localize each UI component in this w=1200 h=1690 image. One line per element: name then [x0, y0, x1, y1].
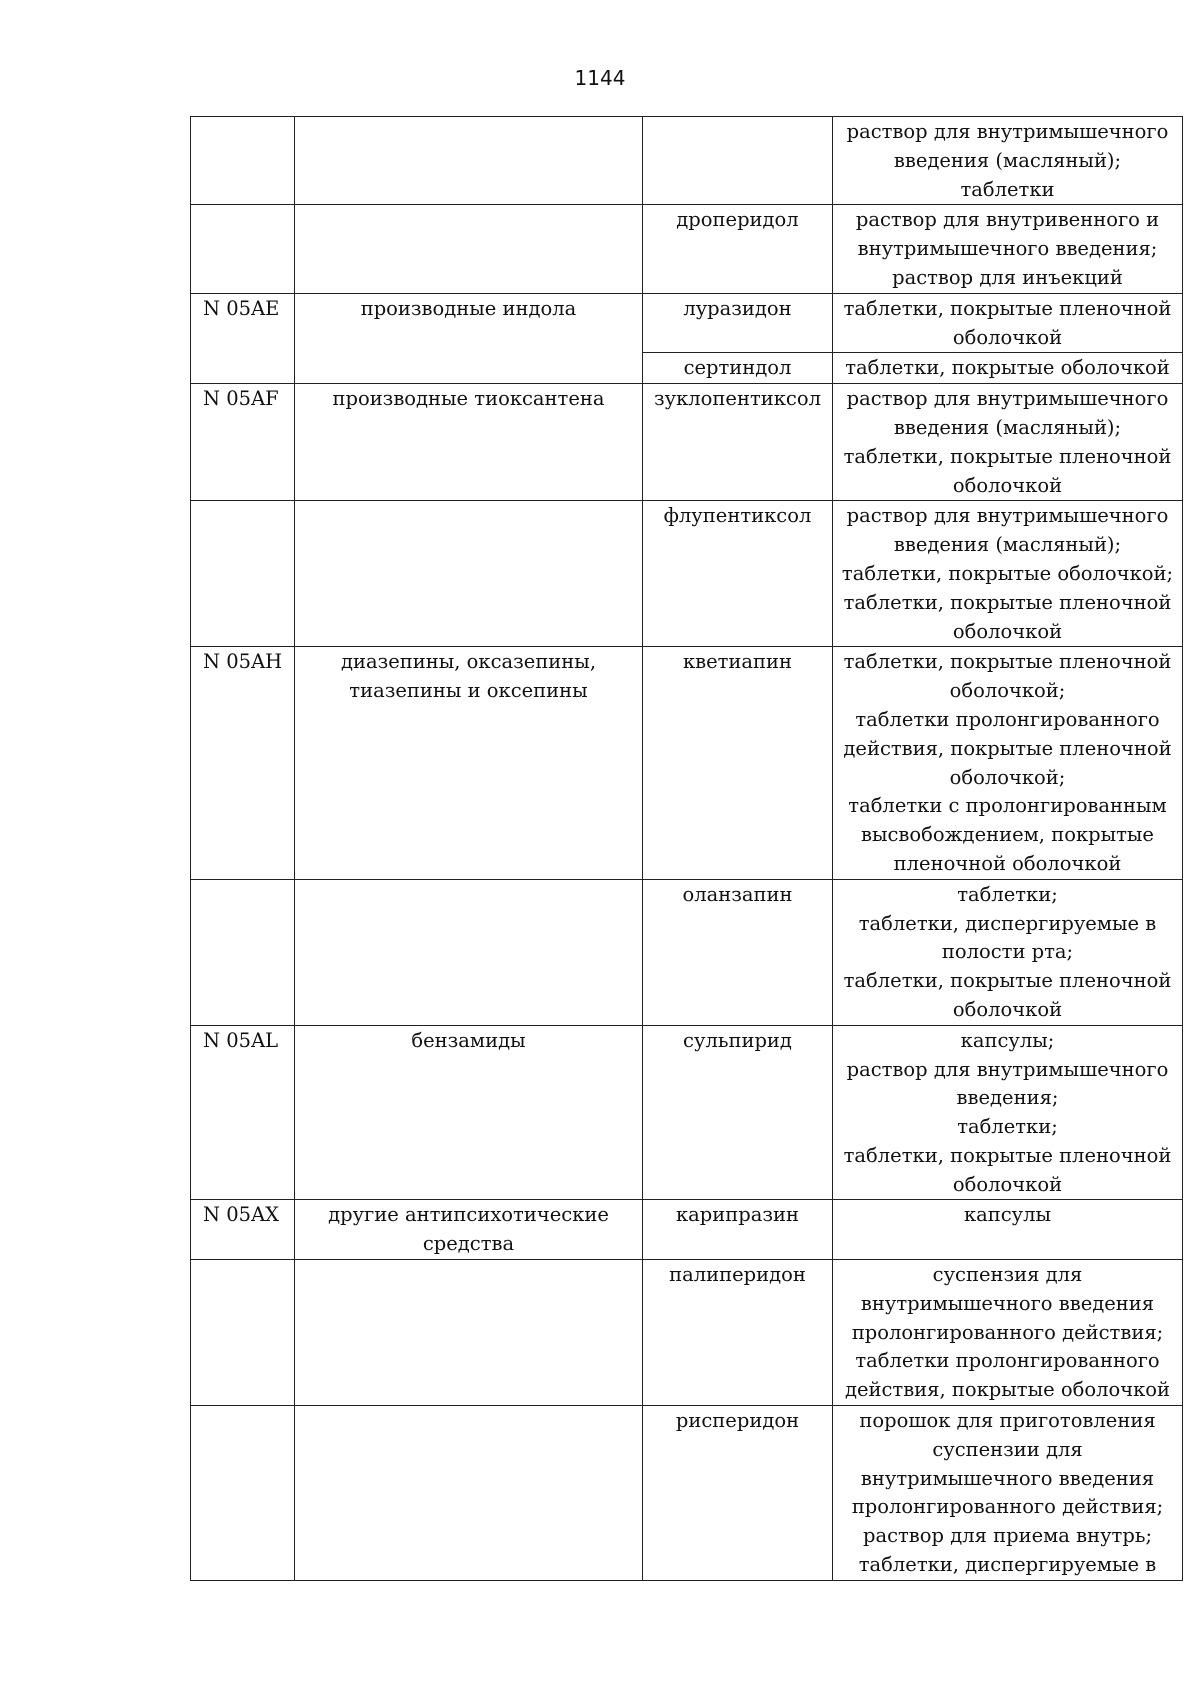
group-name-cell [295, 1260, 643, 1406]
group-name-cell: производные тиоксантена [295, 384, 643, 501]
group-name-cell [295, 501, 643, 647]
drug-name-cell: флупентиксол [643, 501, 833, 647]
atc-code-cell: N 05AH [191, 647, 295, 879]
drug-name-cell [643, 117, 833, 205]
atc-code-cell [191, 205, 295, 293]
dosage-form-cell: раствор для внутримышечного введения (масляный); таблетки [833, 117, 1183, 205]
table-row [191, 501, 1183, 647]
table-row [191, 117, 1183, 205]
group-name-cell: производные индола [295, 293, 643, 353]
group-name-cell [295, 117, 643, 205]
atc-code-cell [191, 117, 295, 205]
dosage-form-cell: капсулы [833, 1200, 1183, 1260]
group-name-cell: бензамиды [295, 1025, 643, 1200]
dosage-form-cell: таблетки, покрытые пленочной оболочкой; таблетки пролонгированного действия, покрытые пленочной оболочкой; таблетки с пролонгированным высвобождением, покрытые пленочной оболочкой [833, 647, 1183, 879]
atc-code-cell [191, 1260, 295, 1406]
atc-code-cell [191, 501, 295, 647]
drug-table [190, 116, 1183, 1581]
atc-code-cell [191, 1406, 295, 1581]
dosage-form-cell: раствор для внутримышечного введения (масляный); таблетки, покрытые оболочкой; таблетки, покрытые пленочной оболочкой [833, 501, 1183, 647]
drug-name-cell: сертиндол [643, 353, 833, 384]
dosage-form-cell: порошок для приготовления суспензии для внутримышечного введения пролонгированного действия; раствор для приема внутрь; таблетки, диспергируемые в [833, 1406, 1183, 1581]
dosage-form-cell: таблетки; таблетки, диспергируемые в полости рта; таблетки, покрытые пленочной оболочкой [833, 879, 1183, 1025]
drug-name-cell: зуклопентиксол [643, 384, 833, 501]
atc-code-cell: N 05AL [191, 1025, 295, 1200]
atc-code-cell [191, 879, 295, 1025]
group-name-cell [295, 1406, 643, 1581]
table-row [191, 1260, 1183, 1406]
group-name-cell [295, 879, 643, 1025]
atc-code-cell: N 05AX [191, 1200, 295, 1260]
dosage-form-cell: раствор для внутривенного и внутримышечного введения; раствор для инъекций [833, 205, 1183, 293]
table-row [191, 1025, 1183, 1200]
drug-name-cell: сульпирид [643, 1025, 833, 1200]
table-row [191, 384, 1183, 501]
group-name-cell [295, 353, 643, 384]
dosage-form-cell: таблетки, покрытые пленочной оболочкой [833, 293, 1183, 353]
dosage-form-cell: капсулы; раствор для внутримышечного введения; таблетки; таблетки, покрытые пленочной оболочкой [833, 1025, 1183, 1200]
atc-code-cell: N 05AE [191, 293, 295, 353]
drug-name-cell: оланзапин [643, 879, 833, 1025]
table-row [191, 293, 1183, 353]
table-row [191, 647, 1183, 879]
group-name-cell [295, 205, 643, 293]
table-row [191, 1200, 1183, 1260]
drug-name-cell: дроперидол [643, 205, 833, 293]
drug-name-cell: карипразин [643, 1200, 833, 1260]
dosage-form-cell: раствор для внутримышечного введения (масляный); таблетки, покрытые пленочной оболочкой [833, 384, 1183, 501]
atc-code-cell [191, 353, 295, 384]
dosage-form-cell: суспензия для внутримышечного введения пролонгированного действия; таблетки пролонгированного действия, покрытые оболочкой [833, 1260, 1183, 1406]
page-number: 1144 [574, 66, 626, 90]
drug-name-cell: луразидон [643, 293, 833, 353]
drug-name-cell: палиперидон [643, 1260, 833, 1406]
group-name-cell: диазепины, оксазепины, тиазепины и оксепины [295, 647, 643, 879]
atc-code-cell: N 05AF [191, 384, 295, 501]
table-row [191, 205, 1183, 293]
table-row [191, 879, 1183, 1025]
dosage-form-cell: таблетки, покрытые оболочкой [833, 353, 1183, 384]
table-row [191, 1406, 1183, 1581]
table-row [191, 353, 1183, 384]
drug-name-cell: рисперидон [643, 1406, 833, 1581]
group-name-cell: другие антипсихотические средства [295, 1200, 643, 1260]
drug-name-cell: кветиапин [643, 647, 833, 879]
